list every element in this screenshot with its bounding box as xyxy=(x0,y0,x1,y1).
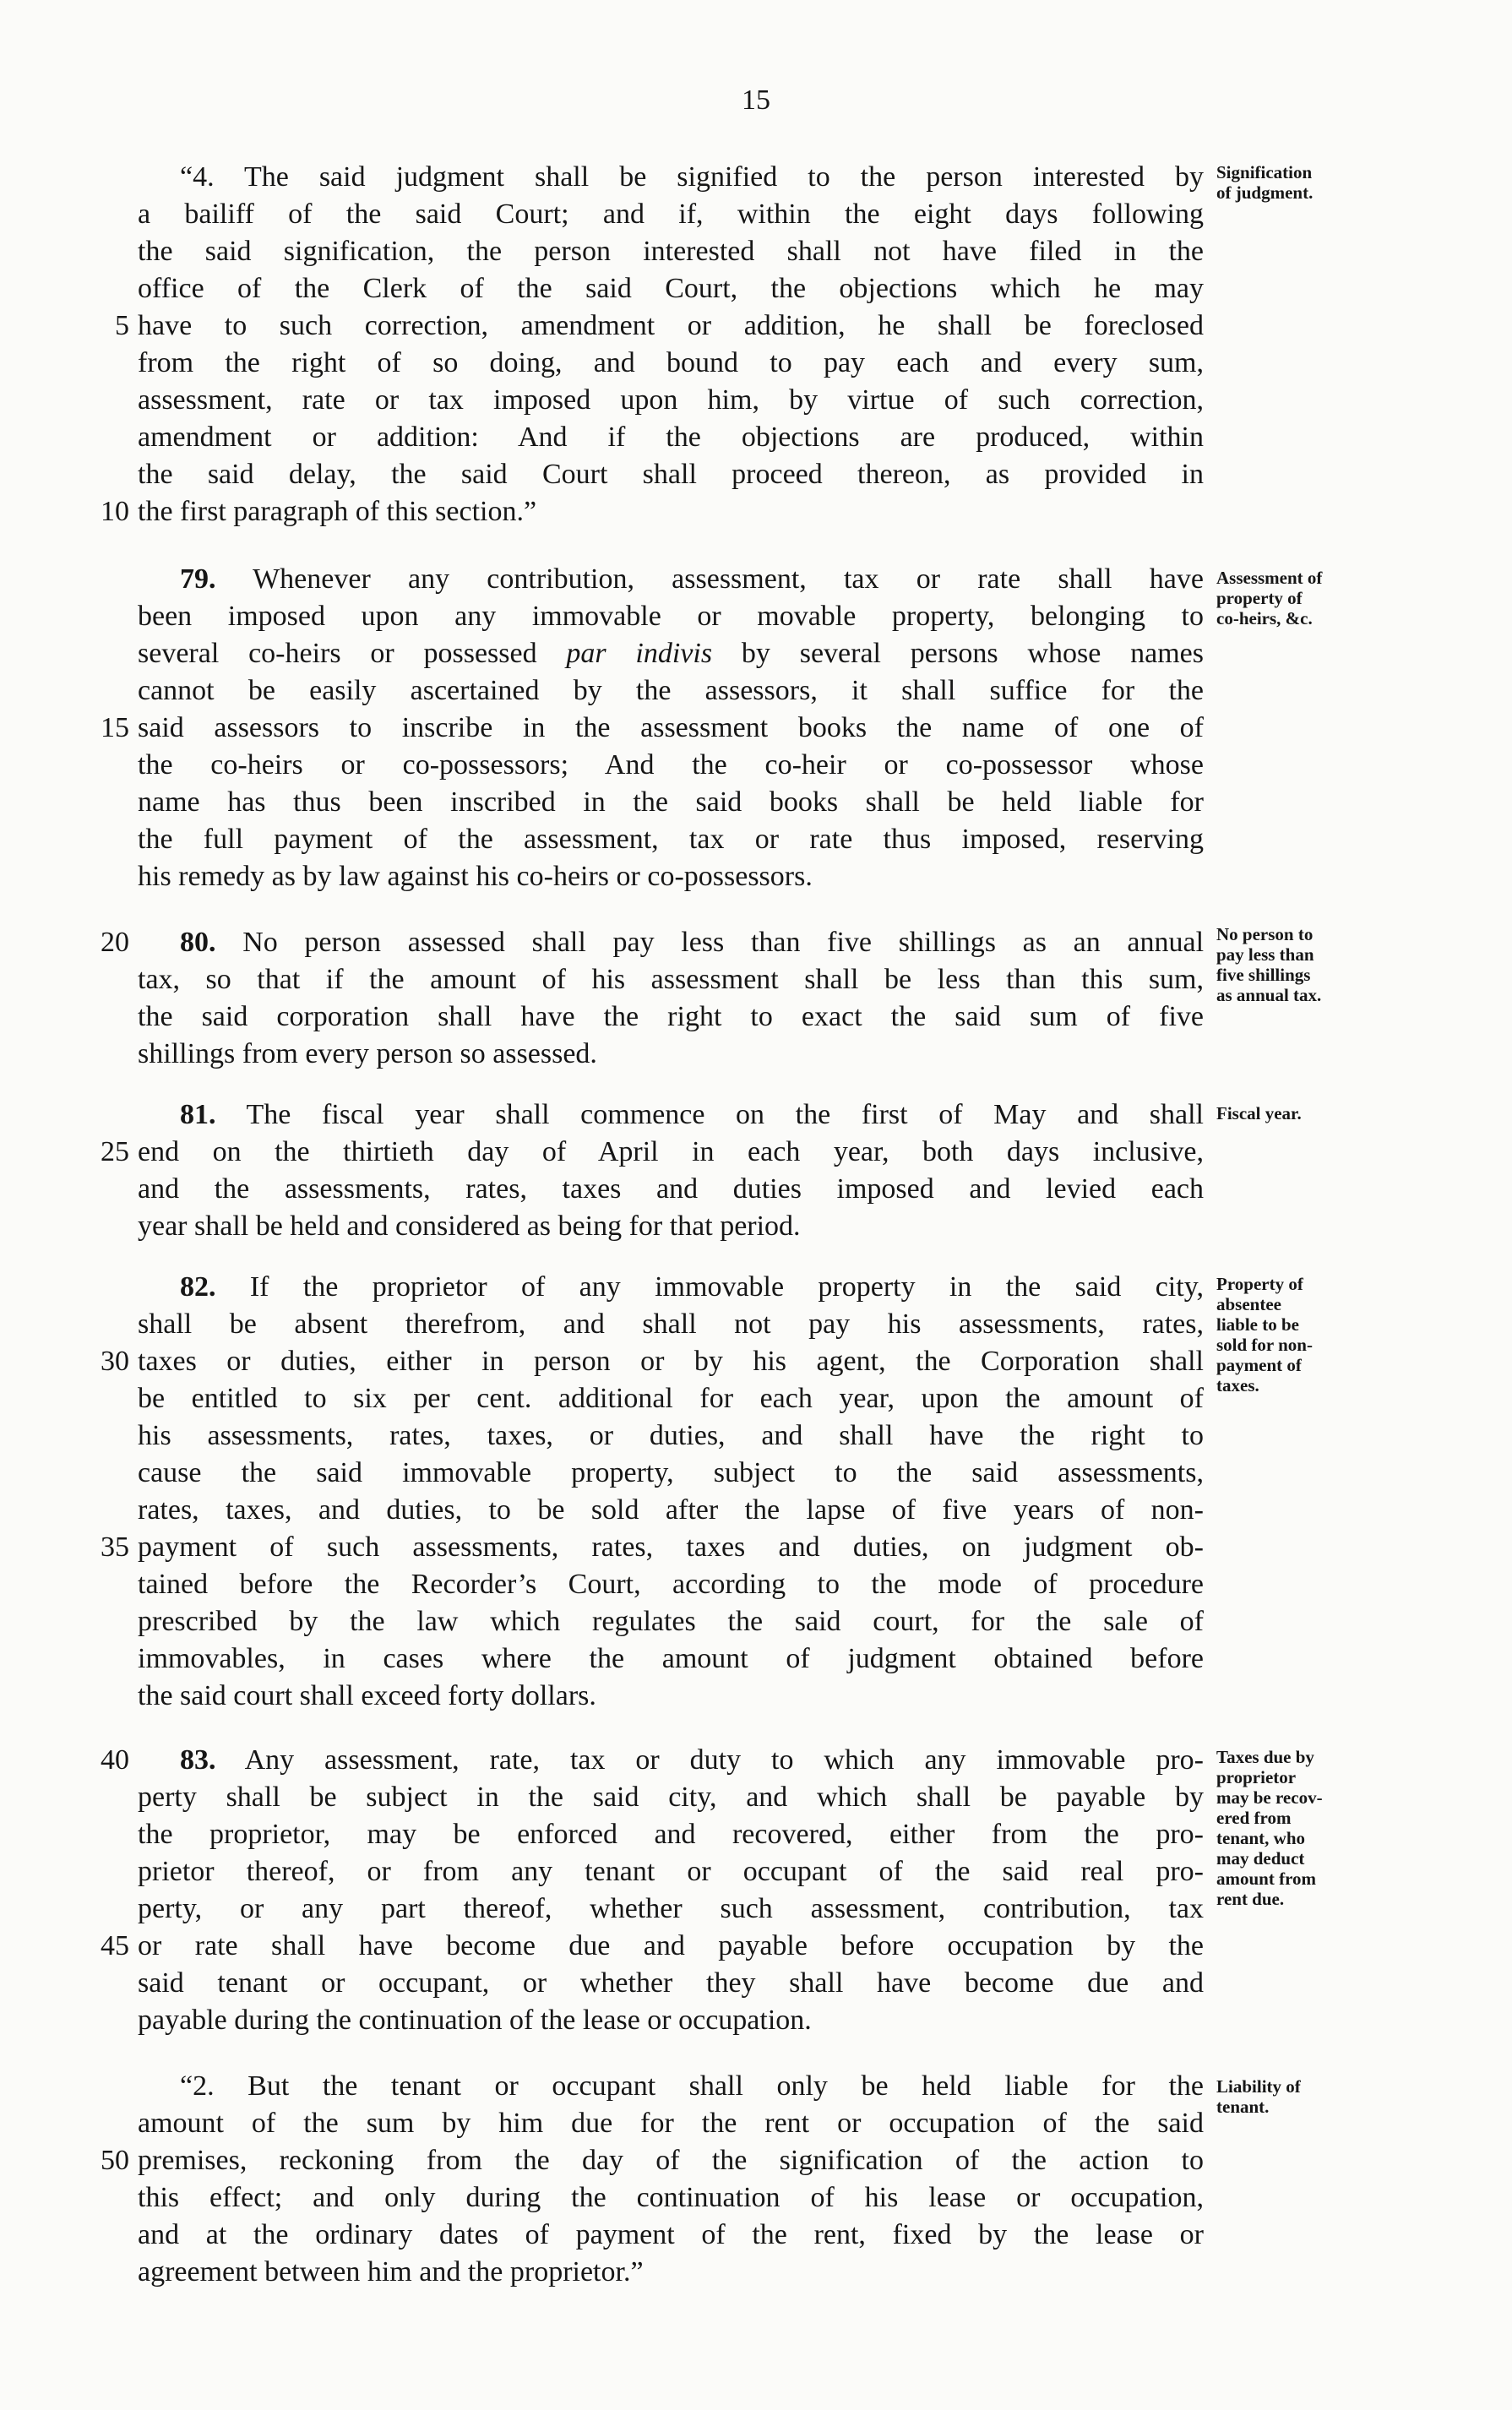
text-line: his remedy as by law against his co-heirs or co-possessors. xyxy=(138,861,813,892)
margin-note-minimum-tax: No person to pay less than five shillings as annual tax. xyxy=(1216,924,1322,1005)
line-number: 35 xyxy=(101,1531,129,1563)
text-line: name has thus been inscribed in the said books shall be held liable for xyxy=(138,786,1204,818)
text-line: or rate shall have become due and payable before occupation by the xyxy=(138,1930,1204,1961)
text-line: several co-heirs or possessed par indivis by several persons whose names xyxy=(138,638,1204,669)
line-number: 45 xyxy=(101,1930,129,1961)
text-line: 80. No person assessed shall pay less than five shillings as an annual xyxy=(180,927,1205,958)
text-line: “4. The said judgment shall be signified to the person interested by xyxy=(180,161,1204,193)
section-number: 82. xyxy=(180,1271,216,1303)
text-line: this effect; and only during the continuation of his lease or occupation, xyxy=(138,2182,1204,2213)
text-line: assessment, rate or tax imposed upon him, by virtue of such correction, xyxy=(138,384,1204,416)
text-line: be entitled to six per cent. additional for each year, upon the amount of xyxy=(138,1383,1204,1414)
text-line: the said delay, the said Court shall proceed thereon, as provided in xyxy=(138,459,1204,490)
margin-note-signification: Signification of judgment. xyxy=(1216,162,1313,203)
page-number: 15 xyxy=(742,84,770,116)
text-line: the proprietor, may be enforced and recovered, either from the pro- xyxy=(138,1819,1204,1850)
text-line: immovables, in cases where the amount of judgment obtained before xyxy=(138,1643,1204,1674)
line-number: 40 xyxy=(101,1744,129,1776)
text-line: office of the Clerk of the said Court, the objections which he may xyxy=(138,273,1204,304)
margin-note-absentee-property: Property of absentee liable to be sold for non- payment of taxes. xyxy=(1216,1274,1313,1395)
line-number: 50 xyxy=(101,2145,129,2176)
text-line: and the assessments, rates, taxes and duties imposed and levied each xyxy=(138,1173,1204,1205)
line-number: 30 xyxy=(101,1346,129,1377)
text-line: the said corporation shall have the right to exact the said sum of five xyxy=(138,1001,1204,1032)
line-number: 20 xyxy=(101,927,129,958)
text-line: been imposed upon any immovable or movable property, belonging to xyxy=(138,601,1204,632)
text-line: the said court shall exceed forty dollars. xyxy=(138,1680,596,1711)
text-line: year shall be held and considered as being for that period. xyxy=(138,1210,801,1242)
text-line: shall be absent therefrom, and shall not pay his assessments, rates, xyxy=(138,1308,1204,1340)
text-line: perty shall be subject in the said city, and which shall be payable by xyxy=(138,1782,1204,1813)
text-line: said tenant or occupant, or whether they shall have become due and xyxy=(138,1967,1204,1999)
line-number: 25 xyxy=(101,1136,129,1167)
text-line: “2. But the tenant or occupant shall only be held liable for the xyxy=(180,2070,1204,2102)
text-line: amount of the sum by him due for the rent or occupation of the said xyxy=(138,2108,1204,2139)
text-line: payable during the continuation of the lease or occupation. xyxy=(138,2005,812,2036)
text-line: 83. Any assessment, rate, tax or duty to which any immovable pro- xyxy=(180,1744,1205,1776)
text-line: 81. The fiscal year shall commence on the first of May and shall xyxy=(180,1099,1205,1130)
text-line: payment of such assessments, rates, taxes and duties, on judgment ob- xyxy=(138,1531,1204,1563)
margin-note-fiscal-year: Fiscal year. xyxy=(1216,1103,1302,1123)
text-line: a bailiff of the said Court; and if, within the eight days following xyxy=(138,199,1204,230)
text-line: tained before the Recorder’s Court, according to the mode of procedure xyxy=(138,1569,1204,1600)
section-number: 79. xyxy=(180,563,216,595)
text-line: the first paragraph of this section.” xyxy=(138,496,537,527)
text-line: cannot be easily ascertained by the assessors, it shall suffice for the xyxy=(138,675,1204,706)
text-line: prietor thereof, or from any tenant or occupant of the said real pro- xyxy=(138,1856,1204,1887)
text-line: perty, or any part thereof, whether such assessment, contribution, tax xyxy=(138,1893,1204,1924)
text-line: and at the ordinary dates of payment of the rent, fixed by the lease or xyxy=(138,2219,1204,2250)
text-line: prescribed by the law which regulates the said court, for the sale of xyxy=(138,1606,1204,1637)
text-line: rates, taxes, and duties, to be sold after the lapse of five years of non- xyxy=(138,1494,1204,1526)
text-line: end on the thirtieth day of April in each year, both days inclusive, xyxy=(138,1136,1204,1167)
section-number: 83. xyxy=(180,1744,216,1776)
text-line: amendment or addition: And if the objections are produced, within xyxy=(138,422,1204,453)
text-line: the said signification, the person interested shall not have filed in the xyxy=(138,236,1204,267)
text-line: 82. If the proprietor of any immovable property in the said city, xyxy=(180,1271,1204,1303)
line-number: 15 xyxy=(101,712,129,743)
section-number: 80. xyxy=(180,927,216,958)
line-number: 5 xyxy=(115,310,129,341)
text-line: taxes or duties, either in person or by his agent, the Corporation shall xyxy=(138,1346,1204,1377)
line-number: 10 xyxy=(101,496,129,527)
text-line: have to such correction, amendment or addition, he shall be foreclosed xyxy=(138,310,1204,341)
section-number: 81. xyxy=(180,1099,216,1130)
text-line: premises, reckoning from the day of the signification of the action to xyxy=(138,2145,1204,2176)
text-line: the full payment of the assessment, tax or rate thus imposed, reserving xyxy=(138,824,1204,855)
text-line: from the right of so doing, and bound to pay each and every sum, xyxy=(138,347,1204,378)
margin-note-taxes-due-by-proprietor: Taxes due by proprietor may be recov- ered from tenant, who may deduct amount from rent due. xyxy=(1216,1747,1323,1909)
margin-note-assessment-co-heirs: Assessment of property of co-heirs, &c. xyxy=(1216,568,1323,628)
text-line: 79. Whenever any contribution, assessment, tax or rate shall have xyxy=(180,563,1204,595)
text-line: said assessors to inscribe in the assessment books the name of one of xyxy=(138,712,1204,743)
text-line: his assessments, rates, taxes, or duties, and shall have the right to xyxy=(138,1420,1204,1451)
text-line: shillings from every person so assessed. xyxy=(138,1038,597,1069)
margin-note-liability-of-tenant: Liability of tenant. xyxy=(1216,2076,1301,2117)
text-line: agreement between him and the proprietor.” xyxy=(138,2256,644,2288)
text-line: cause the said immovable property, subject to the said assessments, xyxy=(138,1457,1204,1488)
text-line: tax, so that if the amount of his assessment shall be less than this sum, xyxy=(138,964,1204,995)
text-line: the co-heirs or co-possessors; And the co-heir or co-possessor whose xyxy=(138,749,1204,781)
